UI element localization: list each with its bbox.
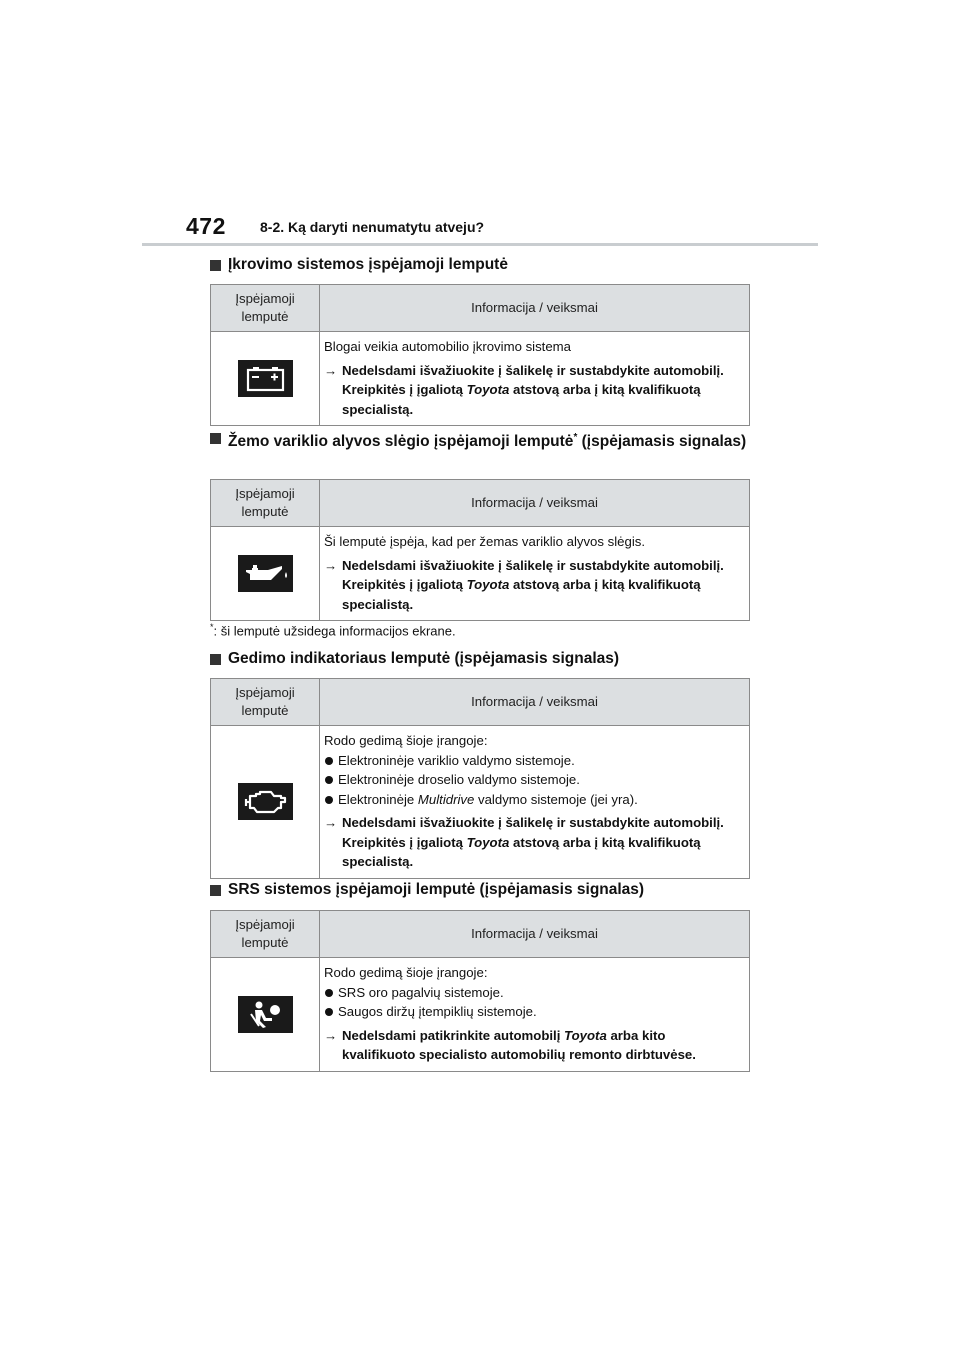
warning-description: Rodo gedimą šioje įrangoje: bbox=[324, 965, 488, 980]
footnote: *: ši lemputė užsidega informacijos ekrane. bbox=[210, 622, 456, 639]
header-divider bbox=[142, 243, 818, 246]
list-item: Elektroninėje Multidrive valdymo sistemoje (jei yra). bbox=[324, 790, 735, 810]
action-instruction: → Nedelsdami išvažiuokite į šalikelę ir sustabdykite automobilį. Kreipkitės į įgaliotą Toyota atstovą arba į kitą kvalifikuotą specialistą. bbox=[324, 557, 724, 612]
charging-warning-table bbox=[210, 284, 750, 426]
warning-description: Ši lemputė įspėja, kad per žemas variklio alyvos slėgis. bbox=[324, 534, 646, 549]
list-item: SRS oro pagalvių sistemoje. bbox=[324, 983, 735, 1003]
oil-pressure-warning-table bbox=[210, 479, 750, 621]
section-marker bbox=[210, 433, 221, 444]
arrow-icon: → bbox=[324, 1027, 338, 1043]
col-header-light: Įspėjamoji lemputė bbox=[211, 285, 320, 332]
col-header-light: Įspėjamoji lemputė bbox=[211, 480, 320, 527]
section-title-srs: SRS sistemos įspėjamoji lemputė (įspėjamasis signalas) bbox=[210, 878, 748, 902]
arrow-icon: → bbox=[324, 557, 338, 573]
section-title-oil-pressure: Žemo variklio alyvos slėgio įspėjamoji lemputė* (įspėjamasis signalas) bbox=[210, 426, 748, 454]
section-title-malfunction: Gedimo indikatoriaus lemputė (įspėjamasis signalas) bbox=[210, 647, 748, 671]
section-marker bbox=[210, 260, 221, 271]
col-header-info: Informacija / veiksmai bbox=[320, 480, 750, 527]
col-header-info: Informacija / veiksmai bbox=[320, 679, 750, 726]
malfunction-warning-table bbox=[210, 678, 750, 879]
list-item: Elektroninėje droselio valdymo sistemoje. bbox=[324, 770, 735, 790]
section-marker bbox=[210, 654, 221, 665]
airbag-icon bbox=[238, 996, 293, 1033]
warning-description: Blogai veikia automobilio įkrovimo sistema bbox=[324, 339, 572, 354]
warning-description: Rodo gedimą šioje įrangoje: bbox=[324, 733, 488, 748]
col-header-info: Informacija / veiksmai bbox=[320, 285, 750, 332]
chapter-title: 8-2. Ką daryti nenumatytu atveju? bbox=[260, 219, 485, 235]
arrow-icon: → bbox=[324, 815, 338, 830]
action-instruction: → Nedelsdami išvažiuokite į šalikelę ir sustabdykite automobilį. Kreipkitės į įgaliotą Toyota atstovą arba į kitą kvalifikuotą specialistą. bbox=[324, 362, 724, 417]
section-title-charging: Įkrovimo sistemos įspėjamoji lemputė bbox=[210, 253, 748, 277]
action-instruction: → Nedelsdami patikrinkite automobilį Toyota arba kito kvalifikuoto specialisto automobilių remonto dirbtuvėse. bbox=[324, 1027, 696, 1062]
list-item: Saugos diržų įtempiklių sistemoje. bbox=[324, 1002, 735, 1022]
page-number: 472 bbox=[186, 213, 226, 239]
battery-icon bbox=[238, 360, 293, 397]
col-header-info: Informacija / veiksmai bbox=[320, 911, 750, 958]
srs-warning-table bbox=[210, 910, 750, 1072]
list-item: Elektroninėje variklio valdymo sistemoje. bbox=[324, 751, 735, 771]
section-marker bbox=[210, 885, 221, 896]
arrow-icon: → bbox=[324, 362, 338, 378]
oil-can-icon bbox=[238, 555, 293, 592]
action-instruction: → Nedelsdami išvažiuokite į šalikelę ir sustabdykite automobilį. Kreipkitės į įgaliotą Toyota atstovą arba į kitą kvalifikuotą specialistą. bbox=[324, 815, 724, 869]
col-header-light: Įspėjamoji lemputė bbox=[211, 911, 320, 958]
check-engine-icon bbox=[238, 783, 293, 820]
col-header-light: Įspėjamoji lemputė bbox=[211, 679, 320, 726]
